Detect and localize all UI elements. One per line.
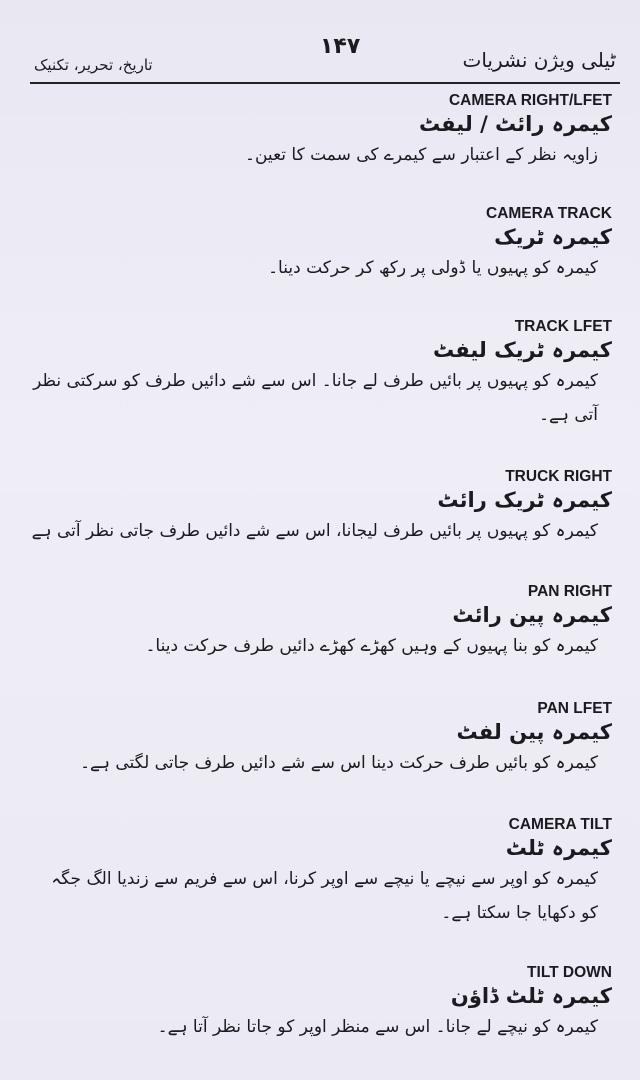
glossary-entry: [30, 583, 620, 663]
glossary-entry: [30, 318, 620, 432]
term-english: PAN LFET: [537, 700, 612, 717]
book-title: ٹیلی ویژن نشریات: [462, 48, 616, 72]
term-english: PAN RIGHT: [527, 583, 612, 600]
term-english: CAMERA TILT: [508, 816, 612, 833]
header-divider: [30, 82, 620, 84]
term-english: CAMERA RIGHT/LFET: [448, 92, 612, 109]
glossary-entry: [30, 964, 620, 1044]
term-description: کیمرہ کو بنا پہیوں کے وہیں کھڑے کھڑے دائیں طرف حرکت دینا۔: [145, 636, 598, 656]
glossary-entry: [30, 816, 620, 930]
term-english: TRUCK RIGHT: [505, 468, 612, 485]
glossary-entry: [30, 468, 620, 548]
term-description: کیمرہ کو نیچے لے جانا۔ اس سے منظر اوپر کو جاتا نظر آتا ہے۔: [157, 1017, 598, 1037]
term-urdu: کیمرہ ٹلٹ: [505, 836, 612, 860]
term-english: TILT DOWN: [527, 964, 612, 981]
term-urdu: کیمرہ رائٹ / لیفٹ: [418, 112, 612, 136]
term-description: کیمرہ کو پہیوں یا ڈولی پر رکھ کر حرکت دینا۔: [268, 258, 598, 278]
term-english: CAMERA TRACK: [486, 205, 612, 222]
term-english: TRACK LFET: [514, 318, 612, 335]
glossary-entry: [30, 205, 620, 285]
page-number: ۱۴۷: [320, 34, 361, 59]
term-urdu: کیمرہ ٹریک رائٹ: [437, 488, 612, 512]
term-description: کیمرہ کو بائیں طرف حرکت دینا اس سے شے دائیں طرف جاتی لگتی ہے۔: [80, 753, 598, 773]
term-description: کیمرہ کو پہیوں پر بائیں طرف لیجانا، اس سے شے دائیں طرف جاتی نظر آتی ہے: [31, 521, 598, 541]
term-urdu: کیمرہ پین لفٹ: [456, 720, 612, 744]
term-urdu: کیمرہ پین رائٹ: [452, 603, 612, 627]
page-header: [30, 30, 620, 80]
term-urdu: کیمرہ ٹلٹ ڈاؤن: [450, 984, 612, 1008]
glossary-entry: [30, 92, 620, 172]
section-title: تاریخ، تحریر، تکنیک: [34, 56, 153, 74]
term-description: کیمرہ کو اوپر سے نیچے یا نیچے سے اوپر کرنا، اس سے فریم سے زندیا الگ جگہ کو دکھایا جا سکتا ہے۔: [51, 869, 598, 923]
term-urdu: کیمرہ ٹریک: [494, 225, 612, 249]
term-description: کیمرہ کو پہیوں پر بائیں طرف لے جانا۔ اس سے شے دائیں طرف کو سرکتی نظر آتی ہے۔: [33, 371, 598, 425]
term-description: زاویہ نظر کے اعتبار سے کیمرے کی سمت کا تعین۔: [245, 145, 598, 165]
glossary-entry: [30, 700, 620, 780]
term-urdu: کیمرہ ٹریک لیفٹ: [433, 338, 612, 362]
